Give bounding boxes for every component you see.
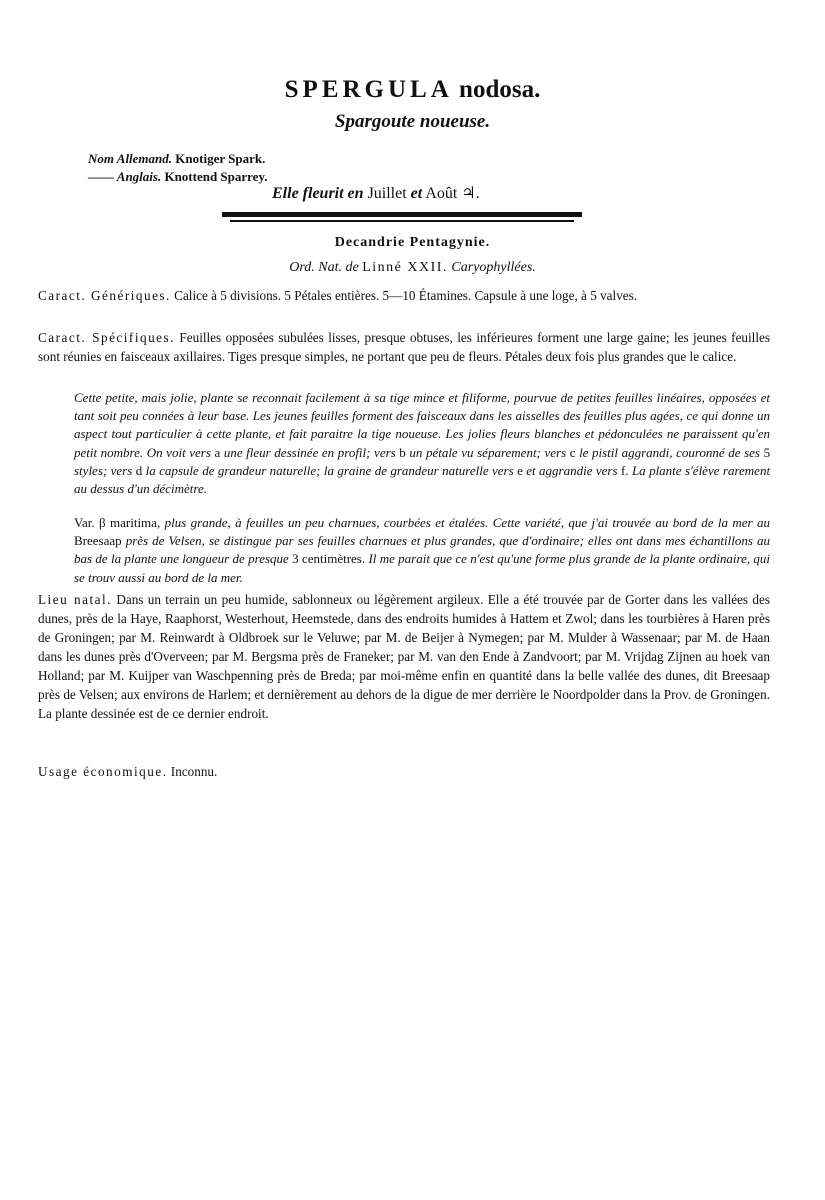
perennial-symbol: ♃. — [461, 185, 480, 202]
description-text-7: et aggrandie vers — [526, 462, 618, 478]
description-text-8: La plante s'élève rarement au dessus d'un décimètre. — [74, 462, 771, 497]
habitat-section — [38, 590, 770, 723]
german-name-line — [88, 150, 268, 168]
flowering-prefix: Elle fleurit en — [272, 185, 364, 202]
description-text-3: un pétale vu séparement; vers — [409, 444, 567, 460]
linnaean-class: Decandrie Pentagynie. — [334, 235, 491, 250]
variety-length: 3 centimètres. — [292, 551, 366, 567]
flowering-conj: et — [410, 185, 423, 202]
variety-text-3: Il me parait que ce n'est qu'une forme plus grande de la plante ordinaire, qui se trouv aussi au bord de la mer. — [74, 551, 771, 585]
genus-name: SPERGULA — [284, 76, 453, 103]
natural-order — [0, 260, 825, 276]
description-text-4: le pistil aggrandi, couronné de ses — [579, 444, 760, 460]
usage-text: Inconnu. — [170, 764, 218, 779]
habitat-label: Lieu natal. — [38, 592, 112, 607]
german-label: Nom Allemand. — [88, 151, 173, 166]
description-text-5: styles; vers — [74, 462, 133, 478]
plant-title — [0, 74, 825, 106]
usage-label: Usage économique. — [38, 764, 168, 779]
title-rule-thin — [230, 220, 574, 222]
natural-order-author: Linné XXII. — [362, 260, 448, 275]
english-name-line — [88, 168, 268, 186]
specific-text: Feuilles opposées subulées lisses, presque obtuses, les inférieures forment une large gaine; les jeunes feuilles sont réunies en faisceaux axillaires. Tiges presque simples, ne portant que peu de fleurs. Pétales deux fois plus grandes que le calice. — [38, 330, 770, 364]
figure-ref-f: f. — [620, 462, 629, 478]
usage-section — [38, 762, 770, 781]
flowering-month-2: Août — [425, 185, 458, 202]
flowering-month-1: Juillet — [367, 185, 407, 202]
generic-characters — [38, 286, 770, 305]
figure-ref-b: b — [399, 444, 406, 460]
variety-name: maritima, — [110, 515, 161, 530]
variety-description — [74, 514, 770, 587]
figure-ref-d: d — [135, 462, 143, 478]
plant-family: Caryophyllées. — [451, 260, 536, 275]
variety-text-1: plus grande, à feuilles un peu charnues, courbées et étalées. Cette variété, que j'ai trouvée au bord de la mer au — [164, 515, 771, 530]
vernacular-names — [88, 150, 268, 186]
description-text-6: la capsule de grandeur naturelle; la graine de grandeur naturelle vers — [145, 462, 514, 478]
specific-label: Caract. Spécifiques. — [38, 330, 175, 345]
natural-order-prefix: Ord. Nat. de — [289, 260, 359, 275]
english-label: —— Anglais. — [88, 169, 162, 184]
figure-ref-e: e — [517, 462, 523, 478]
figure-ref-c: c — [569, 444, 576, 460]
habitat-text: Dans un terrain un peu humide, sablonneux ou légèrement argileux. Elle a été trouvée par de Gorter dans les vallées des dunes, près de la Haye, Raaphorst, Westerhout, Heemstede, dans des endroits humides à Hattem et Zwol; dans les tourbières à Haren près de Groningen; par M. Reinwardt à Oldbroek sur le Veluwe; par M. de Beijer à Nymegen; par M. Mulder à Wassenaar; par M. de Haan dans les dunes près d'Overveen; par M. Bergsma près de Franeker; par M. van den Ende à Zandvoort; par M. Vrijdag Zijnen au hoek van Holland; par M. Kuijper van Waschpenning près de Breda; par moi-même enfin en quantité dans la belle vallée des dunes, dit Breesaap près de Velsen; aux environs de Harlem; et dernièrement au dehors de la digue de mer derrière le Noordpolder dans la Prov. de Groningen. La plante dessinée est de ce dernier endroit. — [38, 592, 770, 721]
specific-characters — [38, 328, 770, 366]
variety-text-2: près de Velsen, se distingue par ses feuilles charnues et plus grandes, que d'ordinaire; elles ont dans mes échantillons au bas de la plante une longueur de presque — [74, 533, 770, 567]
english-name: Knottend Sparrey. — [164, 169, 268, 184]
variety-place: Breesaap — [74, 533, 122, 549]
flowering-period — [272, 183, 480, 205]
figure-ref-a: a — [214, 444, 221, 460]
french-name: Spargoute noueuse. — [334, 111, 491, 132]
generic-label: Caract. Génériques. — [38, 288, 171, 303]
variety-label: Var. β — [74, 515, 106, 530]
species-name: nodosa. — [459, 76, 541, 103]
title-rule-thick — [222, 212, 582, 217]
plant-description — [74, 389, 770, 498]
german-name: Knotiger Spark. — [175, 151, 266, 166]
styles-count: 5 — [763, 444, 771, 460]
description-text-2: une fleur dessinée en profil; vers — [223, 444, 396, 460]
generic-text: Calice à 5 divisions. 5 Pétales entières. 5—10 Étamines. Capsule à une loge, à 5 valves. — [174, 288, 638, 303]
description-text-1: Cette petite, mais jolie, plante se reconnait facilement à sa tige mince et filiforme, pourvue de petites feuilles linéaires, opposées et tant soit peu connées à leur base. Les jeunes feuilles forment des faisceaux dans les aisselles des feuilles plus agées, ce qui donne un aspect tout particulier à cette plante, et fait paraitre la tige noueuse. Les jolies fleurs blanches et pédonculées ne paraissent qu'en petit nombre. On voit vers — [74, 390, 770, 460]
